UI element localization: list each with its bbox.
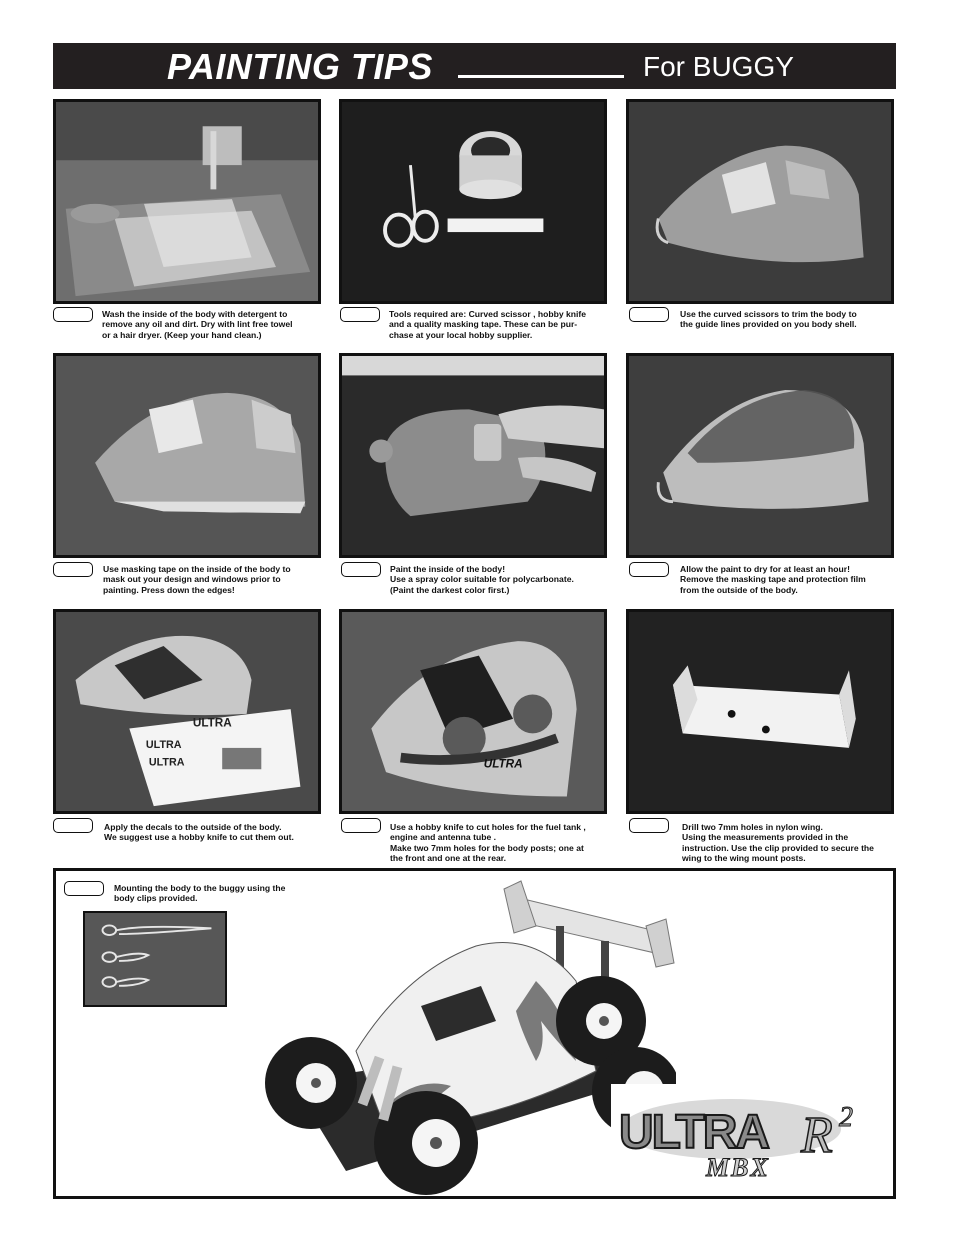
step-6-caption: Allow the paint to dry for at least an hour! Remove the masking tape and protection film from the outside of the body. <box>680 564 866 595</box>
logo-model-text: MBX <box>706 1153 770 1182</box>
step-5-caption: Paint the inside of the body! Use a spray color suitable for polycarbonate. (Paint the darkest color first.) <box>390 564 574 595</box>
step-10-number-tag <box>64 881 104 896</box>
step-8-number-tag <box>341 818 381 833</box>
step-9-number-tag <box>629 818 669 833</box>
logo-superscript-text: 2 <box>839 1102 853 1133</box>
step-5-number-tag <box>341 562 381 577</box>
title-banner <box>53 43 896 89</box>
step-2-caption: Tools required are: Curved scissor , hobby knife and a quality masking tape. These can be pur- chase at your local hobby supplier. <box>389 309 587 340</box>
step-5-photo-spraying <box>339 353 607 558</box>
assembled-buggy-photo <box>236 871 676 1196</box>
step-3-number-tag <box>629 307 669 322</box>
step-8-caption: Use a hobby knife to cut holes for the fuel tank , engine and antenna tube . Make two 7mm holes for the body posts; one at the front and one at the rear. <box>390 822 586 863</box>
step-4-caption: Use masking tape on the inside of the body to mask out your design and windows prior to painting. Press down the edges! <box>103 564 291 595</box>
step-2-photo-tools <box>339 99 607 304</box>
final-step-panel <box>53 868 896 1199</box>
step-1-caption: Wash the inside of the body with detergent to remove any oil and dirt. Dry with lint free towel or a hair dryer. (Keep your hand clean.) <box>102 309 293 340</box>
step-6-number-tag <box>629 562 669 577</box>
step-7-photo-decals <box>53 609 321 814</box>
step-9-photo-wing <box>626 609 894 814</box>
step-4-number-tag <box>53 562 93 577</box>
step-1-photo-washing <box>53 99 321 304</box>
step-7-number-tag <box>53 818 93 833</box>
step-10-caption: Mounting the body to the buggy using the body clips provided. <box>114 883 286 904</box>
step-3-photo-trimming <box>626 99 894 304</box>
logo-brand-text: ULTRA <box>619 1106 769 1159</box>
step-9-caption: Drill two 7mm holes in nylon wing. Using the measurements provided in the instruction. Use the clip provided to secure the wing to the wing mount posts. <box>682 822 874 863</box>
title-rule <box>458 75 624 78</box>
page-subtitle: For BUGGY <box>643 51 794 82</box>
step-3-caption: Use the curved scissors to trim the body to the guide lines provided on you body shell. <box>680 309 857 330</box>
decal-brand-text-3: ULTRA <box>192 716 232 730</box>
body-clips-photo <box>83 911 227 1007</box>
decal-brand-text-1: ULTRA <box>145 738 182 751</box>
step-8-photo-cutting-holes <box>339 609 607 814</box>
ultra-mbx-r2-logo <box>611 1084 876 1184</box>
body-decal-text: ULTRA <box>483 757 523 771</box>
step-4-photo-masking <box>53 353 321 558</box>
decal-brand-text-2: ULTRA <box>148 756 185 769</box>
page-title: PAINTING TIPS <box>167 46 433 87</box>
step-7-caption: Apply the decals to the outside of the body. We suggest use a hobby knife to cut them out. <box>104 822 294 843</box>
logo-suffix-text: R <box>801 1107 833 1164</box>
step-6-photo-drying <box>626 353 894 558</box>
step-2-number-tag <box>340 307 380 322</box>
step-1-number-tag <box>53 307 93 322</box>
